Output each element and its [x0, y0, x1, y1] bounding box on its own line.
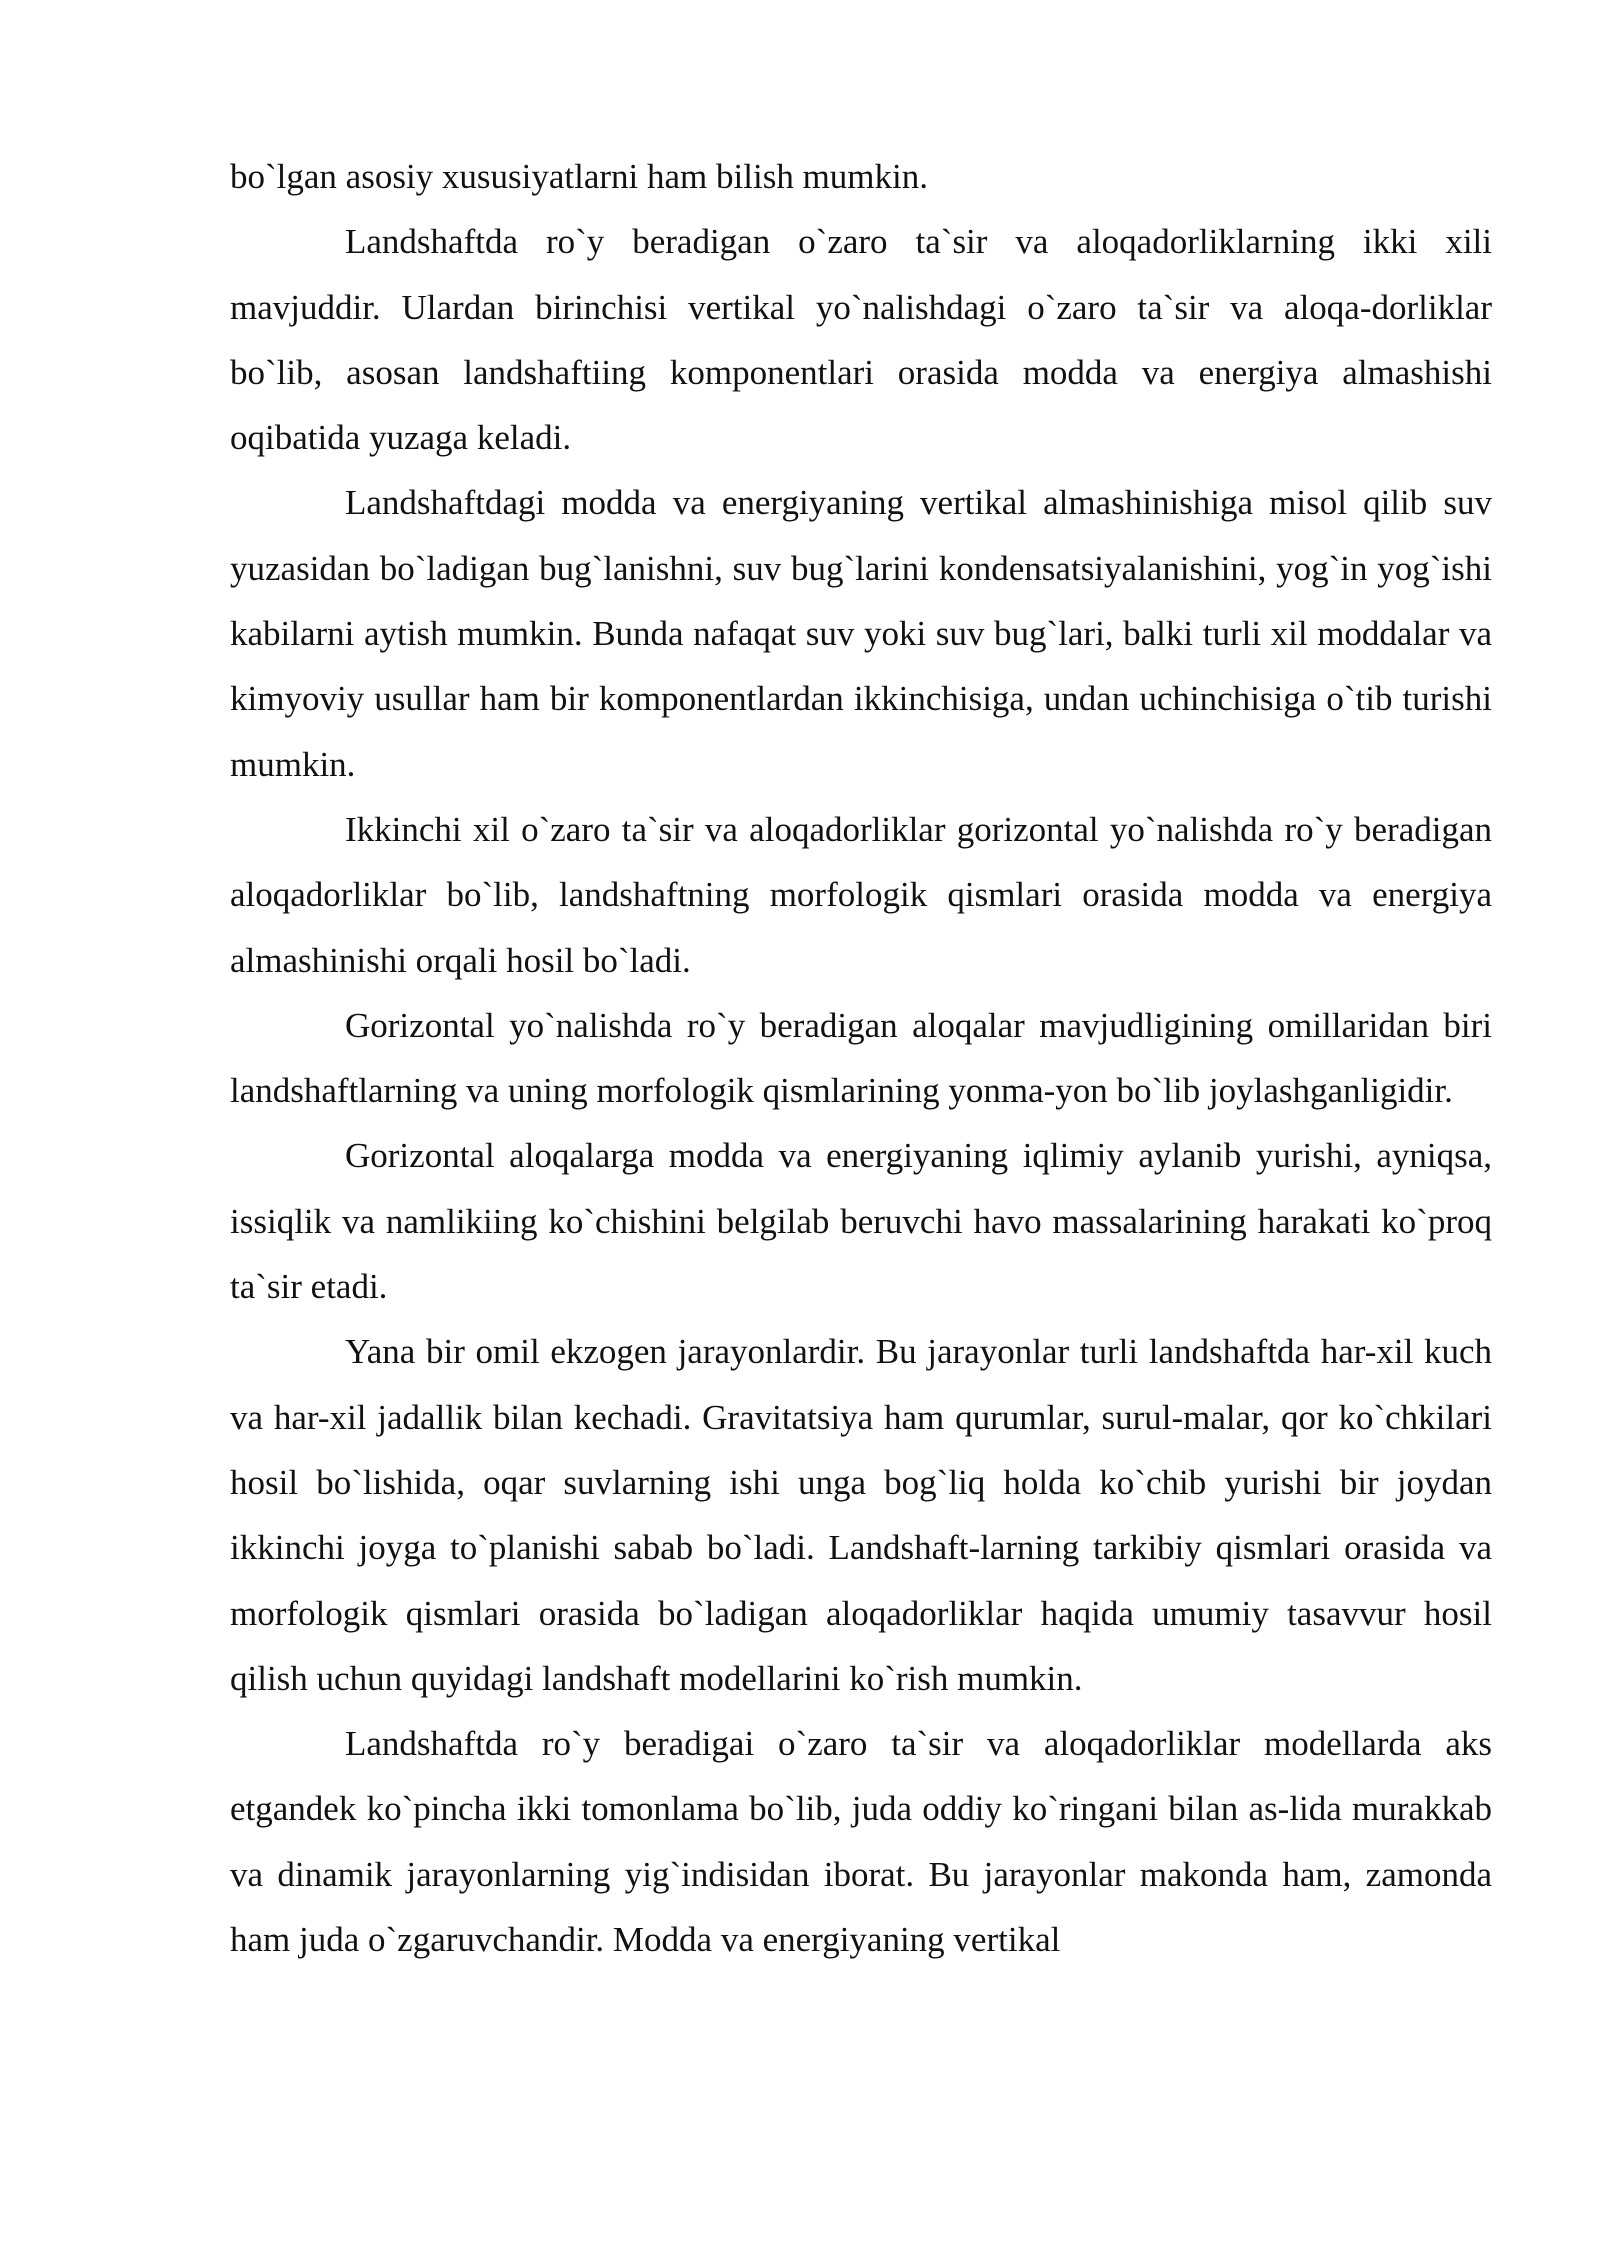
paragraph: Yana bir omil ekzogen jarayonlardir. Bu jarayonlar turli landshaftda har-xil kuch va har-xil jadallik bilan kechadi. Gravitatsiya ham qurumlar, surul-malar, qor ko`chkilari hosil bo`lishida, oqar suvlarning ishi unga bog`liq holda ko`chib yurishi bir joydan ikkinchi joyga to`planishi sabab bo`ladi. Landshaft-larning tarkibiy qismlari orasida va morfologik qismlari orasida bo`ladigan aloqadorliklar haqida umumiy tasavvur hosil qilish uchun quyidagi landshaft modellarini ko`rish mumkin. — [230, 1332, 1492, 1698]
paragraph: Gorizontal aloqalarga modda va energiyaning iqlimiy aylanib yurishi, ayniqsa, issiqlik va namlikiing ko`chishini belgilab beruvchi havo massalarining harakati ko`proq ta`sir etadi. — [230, 1136, 1492, 1307]
body-text — [230, 144, 1492, 1972]
paragraph: Gorizontal yo`nalishda ro`y beradigan aloqalar mavjudligining omillaridan biri landshaftlarning va uning morfologik qismlarining yonma-yon bo`lib joylashganligidir. — [230, 1005, 1492, 1111]
paragraph: Landshaftda ro`y beradigai o`zaro ta`sir va aloqadorliklar modellarda aks etgandek ko`pincha ikki tomonlama bo`lib, juda oddiy ko`ringani bilan as-lida murakkab va dinamik jarayonlarning yig`indisidan iborat. Bu jarayonlar makonda ham, zamonda ham juda o`zgaruvchandir. Modda va energiyaning vertikal — [230, 1724, 1492, 1960]
paragraph: Landshaftdagi modda va energiyaning vertikal almashinishiga misol qilib suv yuzasidan bo`ladigan bug`lanishni, suv bug`larini kondensatsiyalanishini, yog`in yog`ishi kabilarni aytish mumkin. Bunda nafaqat suv yoki suv bug`lari, balki turli xil moddalar va kimyoviy usullar ham bir komponentlardan ikkinchisiga, undan uchinchisiga o`tib turishi mumkin. — [230, 483, 1492, 784]
paragraph: Landshaftda ro`y beradigan o`zaro ta`sir va aloqadorliklarning ikki xili mavjuddir. Ulardan birinchisi vertikal yo`nalishdagi o`zaro ta`sir va aloqa-dorliklar bo`lib, asosan landshaftiing komponentlari orasida modda va energiya almashishi oqibatida yuzaga keladi. — [230, 222, 1492, 458]
paragraph: Ikkinchi xil o`zaro ta`sir va aloqadorliklar gorizontal yo`nalishda ro`y beradigan aloqadorliklar bo`lib, landshaftning morfologik qismlari orasida modda va energiya almashinishi orqali hosil bo`ladi. — [230, 809, 1492, 980]
paragraph-continuation: bo`lgan asosiy xususiyatlarni ham bilish mumkin. — [230, 157, 929, 196]
